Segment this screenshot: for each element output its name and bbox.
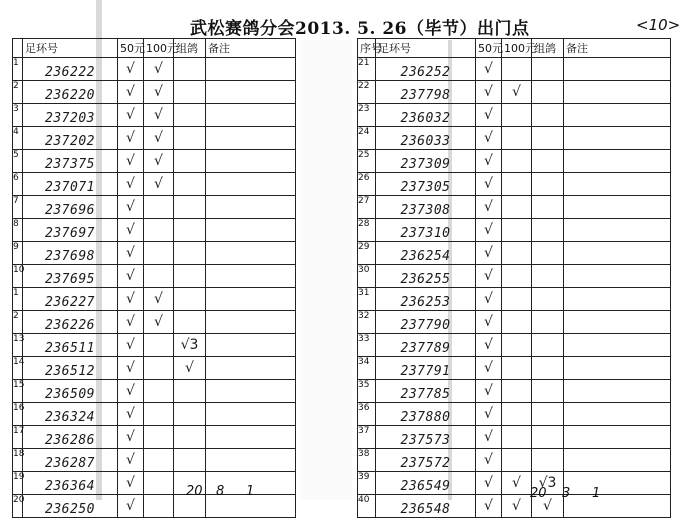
table-row bbox=[13, 357, 296, 380]
table-row bbox=[13, 334, 296, 357]
fee100-mark: √ bbox=[502, 495, 532, 518]
group-mark bbox=[174, 242, 206, 265]
remarks-cell bbox=[564, 472, 671, 495]
remarks-column-header: 备注 bbox=[564, 39, 671, 58]
remarks-cell bbox=[206, 173, 296, 196]
fee50-column-header: 50元 bbox=[118, 39, 144, 58]
fee100-mark bbox=[144, 495, 174, 518]
fee50-mark: √ bbox=[118, 127, 144, 150]
ring-column-header: 足环号 bbox=[376, 39, 476, 58]
remarks-cell bbox=[564, 380, 671, 403]
ring-number: 236222 bbox=[23, 58, 118, 81]
group-mark bbox=[174, 58, 206, 81]
ring-number: 237375 bbox=[23, 150, 118, 173]
group-mark bbox=[174, 426, 206, 449]
row-index: 1 bbox=[13, 58, 23, 81]
ring-number: 237573 bbox=[376, 426, 476, 449]
fee100-mark bbox=[502, 196, 532, 219]
row-index: 31 bbox=[358, 288, 376, 311]
fee100-mark: √ bbox=[144, 288, 174, 311]
fee100-mark: √ bbox=[144, 104, 174, 127]
row-index: 15 bbox=[13, 380, 23, 403]
row-index: 24 bbox=[358, 127, 376, 150]
fee100-mark bbox=[502, 426, 532, 449]
fee50-mark: √ bbox=[476, 127, 502, 150]
table-row bbox=[358, 81, 671, 104]
fee50-mark: √ bbox=[118, 426, 144, 449]
table-row bbox=[358, 265, 671, 288]
fee100-mark bbox=[502, 403, 532, 426]
row-index: 27 bbox=[358, 196, 376, 219]
ring-number: 237572 bbox=[376, 449, 476, 472]
group-mark bbox=[174, 403, 206, 426]
fee50-mark: √ bbox=[118, 334, 144, 357]
fee100-mark bbox=[502, 311, 532, 334]
row-index: 13 bbox=[13, 334, 23, 357]
remarks-column-header: 备注 bbox=[206, 39, 296, 58]
total-100: 8 bbox=[216, 484, 225, 499]
ring-number: 236252 bbox=[376, 58, 476, 81]
group-mark bbox=[532, 265, 564, 288]
fee50-mark: √ bbox=[118, 288, 144, 311]
fee100-mark bbox=[502, 58, 532, 81]
ring-number: 236364 bbox=[23, 472, 118, 495]
row-index: 19 bbox=[13, 472, 23, 495]
ring-number: 237695 bbox=[23, 265, 118, 288]
fee50-mark: √ bbox=[476, 265, 502, 288]
fee100-mark bbox=[144, 426, 174, 449]
remarks-cell bbox=[564, 449, 671, 472]
remarks-cell bbox=[206, 81, 296, 104]
row-index: 34 bbox=[358, 357, 376, 380]
fee50-mark: √ bbox=[476, 81, 502, 104]
fee50-mark: √ bbox=[118, 449, 144, 472]
fee50-mark: √ bbox=[118, 311, 144, 334]
fee100-mark bbox=[502, 127, 532, 150]
table-row bbox=[13, 288, 296, 311]
remarks-cell bbox=[564, 104, 671, 127]
total-50: 20 bbox=[186, 484, 203, 499]
paper-gap bbox=[300, 40, 352, 500]
fee100-mark bbox=[502, 173, 532, 196]
fee100-mark: √ bbox=[144, 58, 174, 81]
remarks-cell bbox=[206, 242, 296, 265]
group-column-header: 组鸽 bbox=[532, 39, 564, 58]
ring-number: 237790 bbox=[376, 311, 476, 334]
fee100-mark bbox=[144, 403, 174, 426]
table-row bbox=[13, 265, 296, 288]
row-index: 2 bbox=[13, 311, 23, 334]
row-index: 33 bbox=[358, 334, 376, 357]
fee50-mark: √ bbox=[476, 288, 502, 311]
table-row bbox=[13, 403, 296, 426]
ring-number: 236324 bbox=[23, 403, 118, 426]
group-mark bbox=[174, 150, 206, 173]
fee50-mark: √ bbox=[118, 403, 144, 426]
ring-number: 237308 bbox=[376, 196, 476, 219]
fee50-column-header: 50元 bbox=[476, 39, 502, 58]
fee100-mark: √ bbox=[144, 127, 174, 150]
remarks-cell bbox=[206, 380, 296, 403]
group-mark bbox=[532, 334, 564, 357]
ring-number: 236511 bbox=[23, 334, 118, 357]
ring-number: 237697 bbox=[23, 219, 118, 242]
fee100-mark bbox=[502, 357, 532, 380]
fee50-mark: √ bbox=[118, 81, 144, 104]
row-index: 28 bbox=[358, 219, 376, 242]
ring-column-header: 足环号 bbox=[23, 39, 118, 58]
row-index: 4 bbox=[13, 127, 23, 150]
fee100-column-header: 100元 bbox=[502, 39, 532, 58]
fee50-mark: √ bbox=[476, 380, 502, 403]
table-row bbox=[358, 495, 671, 518]
fee50-mark: √ bbox=[476, 311, 502, 334]
fee50-mark: √ bbox=[476, 357, 502, 380]
fee100-mark bbox=[144, 265, 174, 288]
ring-number: 236549 bbox=[376, 472, 476, 495]
table-row bbox=[358, 403, 671, 426]
fee50-mark: √ bbox=[476, 58, 502, 81]
row-index: 37 bbox=[358, 426, 376, 449]
group-mark bbox=[532, 288, 564, 311]
remarks-cell bbox=[206, 357, 296, 380]
remarks-cell bbox=[564, 127, 671, 150]
fee50-mark: √ bbox=[476, 104, 502, 127]
fee100-mark bbox=[502, 150, 532, 173]
group-mark bbox=[532, 403, 564, 426]
row-index: 17 bbox=[13, 426, 23, 449]
total-group: 1 bbox=[246, 484, 255, 499]
group-mark bbox=[174, 380, 206, 403]
group-mark bbox=[174, 449, 206, 472]
table-row bbox=[358, 58, 671, 81]
row-index: 22 bbox=[358, 81, 376, 104]
fee50-mark: √ bbox=[118, 104, 144, 127]
table-row bbox=[13, 173, 296, 196]
total-50: 20 bbox=[530, 486, 547, 501]
group-mark bbox=[532, 242, 564, 265]
fee50-mark: √ bbox=[476, 150, 502, 173]
row-index: 8 bbox=[13, 219, 23, 242]
table-row bbox=[358, 380, 671, 403]
row-index: 36 bbox=[358, 403, 376, 426]
group-mark: √ bbox=[532, 495, 564, 518]
row-index: 25 bbox=[358, 150, 376, 173]
row-index: 5 bbox=[13, 150, 23, 173]
remarks-cell bbox=[564, 495, 671, 518]
remarks-cell bbox=[564, 196, 671, 219]
ring-number: 236032 bbox=[376, 104, 476, 127]
fee100-mark bbox=[144, 449, 174, 472]
fee100-mark: √ bbox=[144, 311, 174, 334]
ring-number: 237203 bbox=[23, 104, 118, 127]
fee100-mark bbox=[144, 196, 174, 219]
group-mark bbox=[174, 196, 206, 219]
table-row bbox=[358, 334, 671, 357]
remarks-cell bbox=[206, 58, 296, 81]
fee100-mark bbox=[144, 242, 174, 265]
fee50-mark: √ bbox=[476, 196, 502, 219]
group-mark bbox=[532, 150, 564, 173]
row-index: 16 bbox=[13, 403, 23, 426]
index-column-header bbox=[13, 39, 23, 58]
row-index: 23 bbox=[358, 104, 376, 127]
fee100-mark bbox=[144, 219, 174, 242]
remarks-cell bbox=[564, 265, 671, 288]
group-mark bbox=[532, 196, 564, 219]
ring-number: 237309 bbox=[376, 150, 476, 173]
ring-number: 237071 bbox=[23, 173, 118, 196]
table-row bbox=[358, 311, 671, 334]
remarks-cell bbox=[206, 311, 296, 334]
fee50-mark: √ bbox=[118, 265, 144, 288]
row-index: 40 bbox=[358, 495, 376, 518]
row-index: 14 bbox=[13, 357, 23, 380]
remarks-cell bbox=[206, 288, 296, 311]
group-mark bbox=[174, 104, 206, 127]
group-mark bbox=[174, 288, 206, 311]
fee100-mark bbox=[502, 334, 532, 357]
group-mark bbox=[532, 81, 564, 104]
fee50-mark: √ bbox=[118, 196, 144, 219]
table-row bbox=[13, 449, 296, 472]
remarks-cell bbox=[564, 334, 671, 357]
fee100-mark bbox=[502, 265, 532, 288]
ring-number: 237696 bbox=[23, 196, 118, 219]
fee50-mark: √ bbox=[118, 58, 144, 81]
fee100-mark: √ bbox=[502, 81, 532, 104]
row-index: 1 bbox=[13, 288, 23, 311]
table-row bbox=[358, 288, 671, 311]
remarks-cell bbox=[564, 403, 671, 426]
table-row bbox=[13, 380, 296, 403]
table-row bbox=[13, 196, 296, 219]
fee100-mark bbox=[502, 449, 532, 472]
fee50-mark: √ bbox=[118, 357, 144, 380]
group-mark: √3 bbox=[532, 472, 564, 495]
group-mark bbox=[532, 357, 564, 380]
table-row bbox=[358, 357, 671, 380]
table-row bbox=[358, 426, 671, 449]
fee50-mark: √ bbox=[118, 242, 144, 265]
ring-number: 236255 bbox=[376, 265, 476, 288]
fee100-mark bbox=[502, 219, 532, 242]
remarks-cell bbox=[206, 150, 296, 173]
ring-number: 236254 bbox=[376, 242, 476, 265]
table-row bbox=[13, 81, 296, 104]
row-index: 29 bbox=[358, 242, 376, 265]
ring-number: 236220 bbox=[23, 81, 118, 104]
row-index: 35 bbox=[358, 380, 376, 403]
left-log-table bbox=[12, 38, 296, 518]
fee100-mark: √ bbox=[502, 472, 532, 495]
fee50-mark: √ bbox=[476, 173, 502, 196]
total-group: 1 bbox=[592, 486, 601, 501]
remarks-cell bbox=[564, 288, 671, 311]
remarks-cell bbox=[564, 81, 671, 104]
ring-number: 236226 bbox=[23, 311, 118, 334]
fee100-mark: √ bbox=[144, 173, 174, 196]
group-mark bbox=[174, 81, 206, 104]
fee100-mark bbox=[144, 472, 174, 495]
row-index: 10 bbox=[13, 265, 23, 288]
group-mark: √3 bbox=[174, 334, 206, 357]
row-index: 32 bbox=[358, 311, 376, 334]
remarks-cell bbox=[564, 58, 671, 81]
ring-number: 237789 bbox=[376, 334, 476, 357]
ring-number: 236512 bbox=[23, 357, 118, 380]
row-index: 6 bbox=[13, 173, 23, 196]
row-index: 18 bbox=[13, 449, 23, 472]
fee50-mark: √ bbox=[118, 472, 144, 495]
table-row bbox=[13, 242, 296, 265]
group-mark bbox=[532, 311, 564, 334]
row-index: 7 bbox=[13, 196, 23, 219]
table-row bbox=[13, 127, 296, 150]
total-100: 3 bbox=[562, 486, 571, 501]
ring-number: 236227 bbox=[23, 288, 118, 311]
table-row bbox=[358, 196, 671, 219]
group-mark bbox=[532, 449, 564, 472]
fee100-mark bbox=[502, 242, 532, 265]
group-mark bbox=[174, 265, 206, 288]
ring-number: 237785 bbox=[376, 380, 476, 403]
right-log-table bbox=[357, 38, 671, 518]
table-row bbox=[358, 449, 671, 472]
fee50-mark: √ bbox=[118, 173, 144, 196]
ring-number: 236253 bbox=[376, 288, 476, 311]
ring-number: 236286 bbox=[23, 426, 118, 449]
fee100-mark bbox=[144, 334, 174, 357]
fee50-mark: √ bbox=[476, 495, 502, 518]
remarks-cell bbox=[564, 311, 671, 334]
remarks-cell bbox=[564, 426, 671, 449]
remarks-cell bbox=[564, 150, 671, 173]
fee50-mark: √ bbox=[476, 426, 502, 449]
ring-number: 236250 bbox=[23, 495, 118, 518]
row-index: 38 bbox=[358, 449, 376, 472]
table-header-row bbox=[13, 39, 296, 58]
row-index: 3 bbox=[13, 104, 23, 127]
row-index: 20 bbox=[13, 495, 23, 518]
row-index: 26 bbox=[358, 173, 376, 196]
remarks-cell bbox=[206, 196, 296, 219]
fee100-mark: √ bbox=[144, 81, 174, 104]
ring-number: 237798 bbox=[376, 81, 476, 104]
fee50-mark: √ bbox=[118, 219, 144, 242]
fee50-mark: √ bbox=[476, 403, 502, 426]
fee100-mark bbox=[502, 104, 532, 127]
group-mark bbox=[532, 380, 564, 403]
fee50-mark: √ bbox=[476, 472, 502, 495]
remarks-cell bbox=[564, 219, 671, 242]
group-mark bbox=[174, 311, 206, 334]
group-mark bbox=[532, 127, 564, 150]
index-column-header: 序号 bbox=[358, 39, 376, 58]
table-row bbox=[358, 104, 671, 127]
fee100-mark: √ bbox=[144, 150, 174, 173]
ring-number: 236548 bbox=[376, 495, 476, 518]
remarks-cell bbox=[206, 334, 296, 357]
remarks-cell bbox=[206, 219, 296, 242]
fee50-mark: √ bbox=[118, 380, 144, 403]
group-mark bbox=[532, 426, 564, 449]
table-row bbox=[358, 127, 671, 150]
fee100-mark bbox=[144, 357, 174, 380]
fee100-mark bbox=[144, 380, 174, 403]
remarks-cell bbox=[206, 426, 296, 449]
page-number: <10> bbox=[636, 16, 681, 34]
ring-number: 237310 bbox=[376, 219, 476, 242]
ring-number: 237202 bbox=[23, 127, 118, 150]
row-index: 9 bbox=[13, 242, 23, 265]
table-row bbox=[358, 173, 671, 196]
table-row bbox=[358, 472, 671, 495]
remarks-cell bbox=[564, 357, 671, 380]
remarks-cell bbox=[206, 127, 296, 150]
group-column-header: 组鸽 bbox=[174, 39, 206, 58]
row-index: 2 bbox=[13, 81, 23, 104]
table-row bbox=[358, 219, 671, 242]
fee50-mark: √ bbox=[118, 150, 144, 173]
fee50-mark: √ bbox=[476, 334, 502, 357]
group-mark bbox=[174, 127, 206, 150]
table-row bbox=[13, 104, 296, 127]
group-mark bbox=[532, 219, 564, 242]
fee50-mark: √ bbox=[476, 242, 502, 265]
ring-number: 237791 bbox=[376, 357, 476, 380]
fee100-mark bbox=[502, 288, 532, 311]
row-index: 21 bbox=[358, 58, 376, 81]
table-row bbox=[13, 311, 296, 334]
ring-number: 236287 bbox=[23, 449, 118, 472]
fee50-mark: √ bbox=[118, 495, 144, 518]
table-row bbox=[13, 150, 296, 173]
group-mark: √ bbox=[174, 357, 206, 380]
ring-number: 236509 bbox=[23, 380, 118, 403]
ring-number: 237880 bbox=[376, 403, 476, 426]
fee50-mark: √ bbox=[476, 219, 502, 242]
fee100-column-header: 100元 bbox=[144, 39, 174, 58]
remarks-cell bbox=[206, 449, 296, 472]
ring-number: 237698 bbox=[23, 242, 118, 265]
group-mark bbox=[174, 173, 206, 196]
table-row bbox=[13, 426, 296, 449]
table-row bbox=[358, 242, 671, 265]
fee100-mark bbox=[502, 380, 532, 403]
table-row bbox=[358, 150, 671, 173]
group-mark bbox=[174, 219, 206, 242]
table-row bbox=[13, 58, 296, 81]
group-mark bbox=[532, 104, 564, 127]
remarks-cell bbox=[206, 265, 296, 288]
remarks-cell bbox=[206, 403, 296, 426]
table-header-row bbox=[358, 39, 671, 58]
fee50-mark: √ bbox=[476, 449, 502, 472]
table-row bbox=[13, 219, 296, 242]
ring-number: 236033 bbox=[376, 127, 476, 150]
group-mark bbox=[532, 173, 564, 196]
ring-number: 237305 bbox=[376, 173, 476, 196]
group-mark bbox=[532, 58, 564, 81]
row-index: 30 bbox=[358, 265, 376, 288]
remarks-cell bbox=[564, 173, 671, 196]
remarks-cell bbox=[206, 104, 296, 127]
remarks-cell bbox=[564, 242, 671, 265]
row-index: 39 bbox=[358, 472, 376, 495]
page-title: 武松赛鸽分会2013. 5. 26（毕节）出门点 bbox=[190, 19, 530, 39]
